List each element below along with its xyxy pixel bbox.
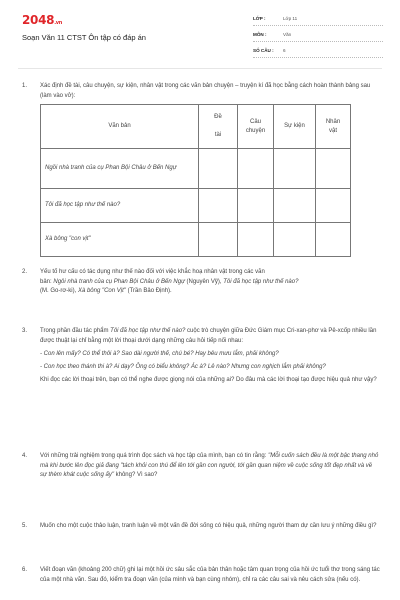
dialogue-line: - Con học theo thánh thi à? Ai dạy? Ông có biểu không? Ác à? Lê nào? Nhưng con nghịch lắm phải không? bbox=[40, 363, 326, 370]
table-cell-empty bbox=[238, 189, 274, 223]
header-divider bbox=[18, 68, 382, 69]
question-text: Khi đọc các lời thoại trên, bạn có thể nghe được giọng nói của những ai? Do đâu mà các lời thoại tạo được hiệu quả như vậy? bbox=[40, 376, 377, 383]
question-number: 3. bbox=[22, 328, 28, 334]
table-cell-empty bbox=[199, 149, 238, 189]
question-number: 4. bbox=[22, 453, 28, 459]
question-text: Yếu tố hư cấu có tác dụng như thế nào đối với việc khắc hoạ nhân vật trong các văn bản: Ngôi nhà tranh của cụ Phan Bội Châu ở Bến Ngự (Nguyên Vỹ), Tôi đã học tập như thế nào? (M. Go-rơ-ki), Xà bông "Con Vịt" (Trần Bảo Định). bbox=[40, 269, 299, 294]
question-6 bbox=[40, 566, 380, 589]
question-2 bbox=[40, 268, 380, 300]
divider bbox=[253, 57, 383, 58]
question-text: Trong phần đầu tác phẩm Tôi đã học tập như thế nào? cuộc trò chuyện giữa Đức Giám mục Cri-xan-phơ và Pê-xcốp nhiều lần được thuật lại chỉ bằng một lời thoại dưới dạng những câu hỏi tiếp nối nhau: bbox=[40, 328, 377, 344]
table-cell-title: Xà bông "con vịt" bbox=[41, 223, 199, 257]
table-cell-empty bbox=[238, 223, 274, 257]
meta-class bbox=[253, 13, 383, 26]
answer-table bbox=[40, 104, 351, 257]
table-cell-title: Tôi đã học tập như thế nào? bbox=[41, 189, 199, 223]
table-cell-empty bbox=[238, 149, 274, 189]
table-cell-title: Ngồi nhà tranh của cụ Phan Bội Châu ở Bến Ngự bbox=[41, 149, 199, 189]
meta-label: MÔN : bbox=[253, 32, 267, 37]
question-number: 1. bbox=[22, 83, 28, 89]
table-cell-empty bbox=[316, 149, 351, 189]
question-text: Viết đoạn văn (khoảng 200 chữ) ghi lại một hồi ức sâu sắc của bản thân hoặc tâm quan trọng của hồi ức tuổi thơ trong sáng tác của một nhà văn. Sau đó, kiểm tra đoạn văn (của mình và bạn cùng nhóm), chỉ ra các câu sai và nêu cách sửa (nếu có). bbox=[40, 567, 380, 583]
table-row bbox=[41, 149, 351, 189]
divider bbox=[253, 41, 383, 42]
logo-text: 2048 bbox=[22, 13, 55, 27]
meta-question-count bbox=[253, 45, 383, 58]
site-logo[interactable] bbox=[22, 13, 62, 27]
table-cell-empty bbox=[199, 223, 238, 257]
col-header-text: Văn bản bbox=[41, 105, 199, 149]
meta-label: SỐ CÂU : bbox=[253, 48, 274, 53]
table-cell-empty bbox=[274, 223, 316, 257]
question-3 bbox=[40, 327, 380, 389]
col-header-event: Sự kiện bbox=[274, 105, 316, 149]
header bbox=[0, 0, 400, 62]
table-row bbox=[41, 189, 351, 223]
table-cell-empty bbox=[274, 189, 316, 223]
col-header-character: Nhân vật bbox=[316, 105, 351, 149]
question-text: Muốn cho một cuộc thảo luận, tranh luận về một vấn đề đời sống có hiệu quả, những người tham dự cần lưu ý những điều gì? bbox=[40, 523, 377, 529]
table-cell-empty bbox=[316, 223, 351, 257]
question-text: Xác định đề tài, câu chuyện, sự kiện, nhân vật trong các văn bản chuyện – truyện kí đã học bằng cách hoàn thành bảng sau (làm vào vở): bbox=[40, 83, 371, 99]
divider bbox=[253, 25, 383, 26]
page-title: Soạn Văn 11 CTST Ôn tập có đáp án bbox=[22, 33, 146, 42]
table-row bbox=[41, 223, 351, 257]
meta-subject bbox=[253, 29, 383, 42]
question-4 bbox=[40, 452, 380, 484]
question-1 bbox=[40, 82, 380, 105]
col-header-topic: Đề tài bbox=[199, 105, 238, 149]
logo-suffix: .vn bbox=[54, 20, 63, 26]
question-number: 5. bbox=[22, 523, 28, 529]
question-5 bbox=[40, 522, 380, 535]
meta-value: Văn bbox=[283, 32, 292, 37]
question-number: 6. bbox=[22, 567, 28, 573]
table-cell-empty bbox=[316, 189, 351, 223]
question-number: 2. bbox=[22, 269, 28, 275]
col-header-story: Câu chuyện bbox=[238, 105, 274, 149]
meta-value: Lớp 11 bbox=[283, 16, 298, 21]
question-text: Với những trải nghiệm trong quá trình đọc sách và học tập của mình, bạn có tin rằng: "Mỗi cuốn sách đều là một bậc thang nhỏ mà khi bước lên đọc giả đang "tách khỏi con thú để lên tới gần con người, tới gần quan niệm về cuộc sống tốt đẹp nhất và về sự thèm khát cuộc sống ấy" không? Vì sao? bbox=[40, 453, 379, 478]
table-header-row bbox=[41, 105, 351, 149]
dialogue-line: - Con lên mấy? Có thể thôi à? Sao dài người thế, chú bé? Hay bêu mưu lắm, phải không? bbox=[40, 350, 279, 357]
table-cell-empty bbox=[274, 149, 316, 189]
meta-value: 6 bbox=[283, 48, 286, 53]
table-cell-empty bbox=[199, 189, 238, 223]
meta-label: LỚP : bbox=[253, 16, 266, 21]
